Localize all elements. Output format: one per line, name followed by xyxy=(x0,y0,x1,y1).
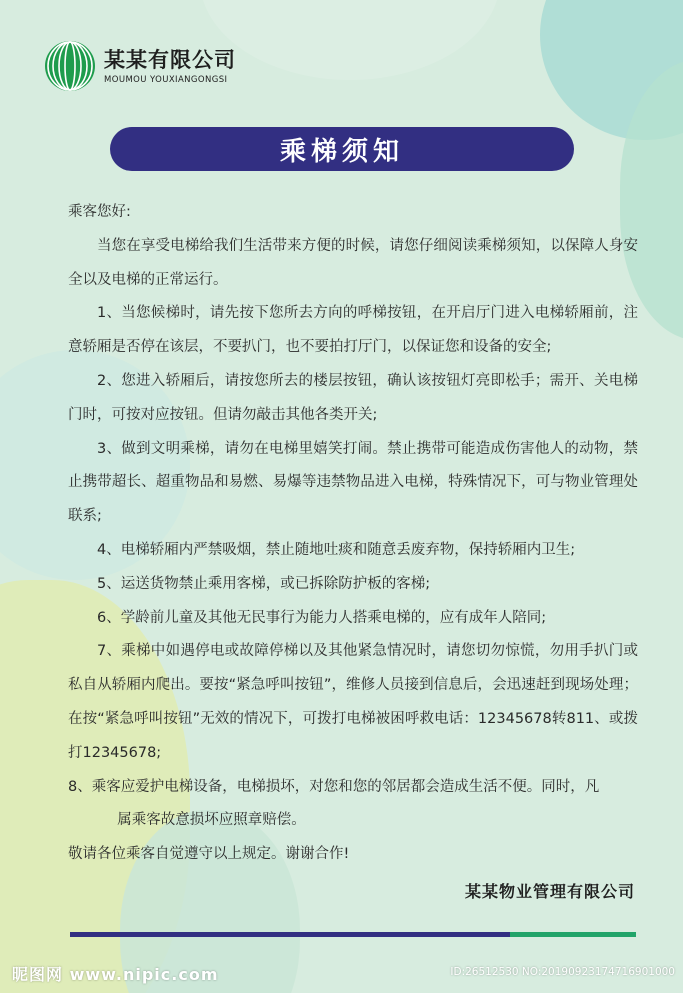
notice-body xyxy=(68,196,638,872)
rule-item: 6、学龄前儿童及其他无民事行为能力人搭乘电梯的，应有成年人陪同; xyxy=(97,609,547,626)
green-circle-logo-icon xyxy=(44,40,96,92)
rule-item: 1、当您候梯时，请先按下您所去方向的呼梯按钮，在开启厅门进入电梯轿厢前，注意轿厢是否停在该层，不要扒门，也不要拍打厅门，以保证您和设备的安全; xyxy=(68,305,638,356)
rule-item: 3、做到文明乘梯，请勿在电梯里嬉笑打闹。禁止携带可能造成伤害他人的动物，禁止携带超长、超重物品和易燃、易爆等违禁物品进入电梯，特殊情况下，可与物业管理处联系; xyxy=(68,440,638,525)
company-name-cn: 某某有限公司 xyxy=(104,48,236,72)
footer-divider xyxy=(70,932,510,937)
watermark-id: ID:26512530 NO:20190923174716901000 xyxy=(450,966,675,978)
rule-item: 7、乘梯中如遇停电或故障停梯以及其他紧急情况时，请您切勿惊慌，勿用手扒门或私自从轿厢内爬出。要按“紧急呼叫按钮”，维修人员接到信息后，会迅速赶到现场处理；在按“紧急呼叫按钮”无效的情况下，可拨打电梯被困呼救电话：12345678转811、或拨打12345678; xyxy=(68,643,638,761)
company-logo xyxy=(44,40,236,92)
rule-item: 8、乘客应爱护电梯设备，电梯损坏，对您和您的邻居都会造成生活不便。同时，凡 xyxy=(68,778,600,795)
decorative-blob xyxy=(200,0,500,80)
rule-item: 2、您进入轿厢后，请按您所去的楼层按钮，确认该按钮灯亮即松手；需开、关电梯门时，可按对应按钮。但请勿敲击其他各类开关; xyxy=(68,372,638,423)
rule-item-continuation: 属乘客故意损坏应照章赔偿。 xyxy=(117,812,306,829)
rule-item: 4、电梯轿厢内严禁吸烟，禁止随地吐痰和随意丢废弃物，保持轿厢内卫生; xyxy=(97,541,576,558)
greeting: 乘客您好: xyxy=(68,204,131,220)
intro-paragraph: 当您在享受电梯给我们生活带来方便的时候，请您仔细阅读乘梯须知，以保障人身安全以及电梯的正常运行。 xyxy=(68,237,638,288)
company-name-en: MOUMOU YOUXIANGONGSI xyxy=(104,75,228,85)
watermark-site: 昵图网 www.nipic.com xyxy=(12,965,219,984)
closing-line: 敬请各位乘客自觉遵守以上规定。谢谢合作! xyxy=(68,846,350,863)
footer-divider-accent xyxy=(510,932,636,937)
title-banner xyxy=(110,127,574,171)
signature: 某某物业管理有限公司 xyxy=(464,882,635,901)
rule-item: 5、运送货物禁止乘用客梯，或已拆除防护板的客梯; xyxy=(97,575,431,592)
page-title: 乘梯须知 xyxy=(279,136,404,167)
